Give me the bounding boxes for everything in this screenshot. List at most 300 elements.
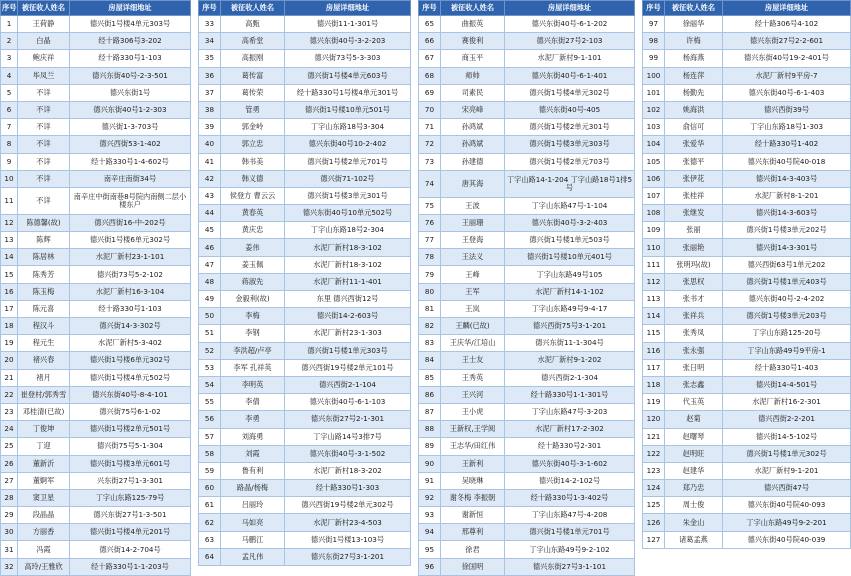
row-number: 16: [1, 283, 18, 300]
house-address: 水泥厂新村9平房-7: [723, 67, 851, 84]
house-address: 德兴西街19号楼2单元302号: [285, 497, 411, 514]
table-row: [1, 214, 191, 231]
owner-name: 侯登方 曹云云: [221, 187, 285, 204]
table-row: [1, 153, 191, 170]
header-address: 房屋详细地址: [285, 1, 411, 16]
table-row: [1, 300, 191, 317]
house-address: 德兴街75号6-1-02: [70, 403, 191, 420]
owner-name: 不详: [18, 187, 70, 214]
owner-name: 郭立忠: [221, 136, 285, 153]
owner-name: 赵菊: [665, 411, 723, 428]
house-address: 丁字山东路49号9-4-17: [505, 300, 635, 317]
owner-name: 高希堂: [221, 33, 285, 50]
owner-name: 徐国明: [441, 558, 505, 575]
header-address: 房屋详细地址: [505, 1, 635, 16]
house-address: 德兴东街40号-3-1-602: [505, 455, 635, 472]
house-address: 德兴街14-3-301号: [723, 239, 851, 256]
owner-name: 赛俊利: [441, 33, 505, 50]
owner-name: 张祥兵: [665, 308, 723, 325]
owner-name: 鲍庆祥: [18, 50, 70, 67]
house-address: 德兴街71-102号: [285, 170, 411, 187]
table-row: [1, 84, 191, 101]
owner-name: 王兴河: [441, 386, 505, 403]
table-row: [199, 291, 411, 308]
owner-name: 姜伟: [221, 239, 285, 256]
row-number: 93: [419, 507, 441, 524]
house-address: 南辛庄中街南巷8号院内南侧二层小楼东户: [70, 187, 191, 214]
owner-name: 褚兴春: [18, 352, 70, 369]
owner-name: 王法义: [441, 249, 505, 266]
table-row: [419, 369, 635, 386]
owner-name: 张思权: [665, 273, 723, 290]
row-number: 11: [1, 187, 18, 214]
row-number: 104: [643, 136, 665, 153]
owner-name: 赵建华: [665, 462, 723, 479]
table-row: [199, 359, 411, 376]
house-address: 德兴东街40号院40-018: [723, 153, 851, 170]
owner-name: 董新沂: [18, 455, 70, 472]
row-number: 67: [419, 50, 441, 67]
table-row: [1, 369, 191, 386]
house-address: 德兴东街40号10单元502号: [285, 205, 411, 222]
table-row: [199, 101, 411, 118]
house-address: 德兴东街40号院40-039: [723, 531, 851, 548]
house-address: 德兴东街40号10-2-402: [285, 136, 411, 153]
owner-name: 刘海勇: [221, 428, 285, 445]
table-row: [643, 170, 851, 187]
house-address: 水泥厂新村17-2-302: [505, 421, 635, 438]
house-address: 德兴街14-3-603号: [723, 205, 851, 222]
row-number: 74: [419, 170, 441, 197]
house-address: 德兴街1号楼4单元201号: [70, 524, 191, 541]
table-row: [1, 352, 191, 369]
table-row: [643, 514, 851, 531]
house-address: 水泥厂新村23-1-101: [70, 249, 191, 266]
register-table-1: [0, 0, 191, 576]
table-row: [1, 472, 191, 489]
house-address: 德兴街14-3-403号: [723, 170, 851, 187]
row-number: 117: [643, 359, 665, 376]
table-row: [419, 119, 635, 136]
row-number: 48: [199, 273, 221, 290]
table-row: [419, 489, 635, 506]
table-row: [199, 411, 411, 428]
house-address: 德兴东街40号1-2-303: [70, 101, 191, 118]
owner-name: 张爱华: [665, 136, 723, 153]
owner-name: 唐其海: [441, 170, 505, 197]
owner-name: 吕丽玲: [221, 497, 285, 514]
table-row: [419, 170, 635, 197]
house-address: 德兴街1号楼3单元301号: [285, 187, 411, 204]
table-row: [643, 480, 851, 497]
owner-name: 李钢: [221, 325, 285, 342]
owner-name: 徐君: [441, 541, 505, 558]
row-number: 42: [199, 170, 221, 187]
row-number: 6: [1, 101, 18, 118]
house-address: 德兴西街2-1-304: [505, 369, 635, 386]
header-name: 被征收人姓名: [665, 1, 723, 16]
row-number: 50: [199, 308, 221, 325]
owner-name: 王岚: [441, 300, 505, 317]
table-row: [419, 249, 635, 266]
house-address: 东里 德兴西街12号: [285, 291, 411, 308]
owner-name: 段晶晶: [18, 507, 70, 524]
house-address: 德兴街1号楼2单元301号: [505, 119, 635, 136]
table-row: [1, 507, 191, 524]
owner-name: 王荷静: [18, 16, 70, 33]
owner-name: 徐丽华: [665, 16, 723, 33]
table-row: [643, 153, 851, 170]
row-number: 112: [643, 273, 665, 290]
owner-name: 张伊花: [665, 170, 723, 187]
table-row: [419, 507, 635, 524]
header-no: 序号: [1, 1, 18, 16]
house-address: 德兴街1号楼1单元701号: [505, 524, 635, 541]
table-row: [419, 335, 635, 352]
table-row: [199, 376, 411, 393]
register-panel-2: [198, 0, 410, 561]
header-name: 被征收人姓名: [221, 1, 285, 16]
row-number: 66: [419, 33, 441, 50]
row-number: 59: [199, 462, 221, 479]
owner-name: 王新权,王学阅: [441, 421, 505, 438]
house-address: 德兴街14-2-603号: [285, 308, 411, 325]
table-row: [419, 50, 635, 67]
owner-name: 师帅: [441, 67, 505, 84]
table-row: [643, 291, 851, 308]
house-address: 德兴西街39号: [723, 101, 851, 118]
owner-name: 高玲/王雅欣: [18, 558, 70, 575]
owner-name: 马如亮: [221, 514, 285, 531]
table-row: [199, 187, 411, 204]
owner-name: 王小虎: [441, 403, 505, 420]
row-number: 79: [419, 266, 441, 283]
row-number: 94: [419, 524, 441, 541]
house-address: 德兴街1号楼3单元601号: [70, 455, 191, 472]
row-number: 114: [643, 308, 665, 325]
house-address: 德兴东街40号院40-093: [723, 497, 851, 514]
house-address: 经十路330号1号楼4单元301号: [285, 84, 411, 101]
register-table-4: [642, 0, 851, 549]
row-number: 105: [643, 153, 665, 170]
table-row: [643, 256, 851, 273]
house-address: 丁字山东路49号9平房-1: [723, 342, 851, 359]
table-row: [1, 266, 191, 283]
owner-name: 吴晓琳: [441, 472, 505, 489]
owner-name: 王麟(已故): [441, 318, 505, 335]
table-row: [1, 67, 191, 84]
house-address: 德兴街1号楼2单元501号: [70, 421, 191, 438]
register-panel-1: [0, 0, 190, 571]
owner-name: 高振刚: [221, 50, 285, 67]
owner-name: 周士俊: [665, 497, 723, 514]
house-address: 德兴东街27号2-1-301: [285, 411, 411, 428]
row-number: 81: [419, 300, 441, 317]
row-number: 25: [1, 438, 18, 455]
owner-name: 王士友: [441, 352, 505, 369]
owner-name: 路晶/杨梅: [221, 480, 285, 497]
row-number: 61: [199, 497, 221, 514]
owner-name: 王军: [441, 283, 505, 300]
table-row: [419, 455, 635, 472]
owner-name: 朱金山: [665, 514, 723, 531]
house-address: 德兴东街40号-3-2-403: [505, 214, 635, 231]
owner-name: 杨海燕: [665, 50, 723, 67]
row-number: 60: [199, 480, 221, 497]
owner-name: 张明玛(故): [665, 256, 723, 273]
row-number: 120: [643, 411, 665, 428]
owner-name: 李军 孔祥英: [221, 359, 285, 376]
house-address: 德兴街75号5-1-304: [70, 438, 191, 455]
house-address: 丁字山东路47号-4-208: [505, 507, 635, 524]
row-number: 7: [1, 119, 18, 136]
house-address: 丁字山东路125-20号: [723, 325, 851, 342]
table-row: [643, 359, 851, 376]
row-number: 3: [1, 50, 18, 67]
house-address: 经十路306号4-102: [723, 16, 851, 33]
house-address: 德兴西街53-1-402: [70, 136, 191, 153]
table-row: [643, 84, 851, 101]
owner-name: 韩义德: [221, 170, 285, 187]
table-row: [199, 273, 411, 290]
owner-name: 孙建德: [441, 153, 505, 170]
table-row: [643, 342, 851, 359]
owner-name: 李洪超/卢亭: [221, 342, 285, 359]
house-address: 德兴街14-2-704号: [70, 541, 191, 558]
house-address: 德兴东街27号3-1-201: [285, 548, 411, 565]
row-number: 73: [419, 153, 441, 170]
table-row: [199, 239, 411, 256]
owner-name: 蒋淑先: [221, 273, 285, 290]
table-row: [419, 524, 635, 541]
owner-name: 王志华/田红伟: [441, 438, 505, 455]
house-address: 德兴街14-2-102号: [505, 472, 635, 489]
house-address: 丁字山东路49号9-2-201: [723, 514, 851, 531]
row-number: 43: [199, 187, 221, 204]
house-address: 德兴东街40号-2-3-501: [70, 67, 191, 84]
owner-name: 郑乃忠: [665, 480, 723, 497]
owner-name: 姜玉佩: [221, 256, 285, 273]
owner-name: 陈德馨(故): [18, 214, 70, 231]
row-number: 106: [643, 170, 665, 187]
row-number: 68: [419, 67, 441, 84]
row-number: 118: [643, 376, 665, 393]
table-row: [1, 558, 191, 575]
row-number: 100: [643, 67, 665, 84]
house-address: 水泥厂新村5-3-402: [70, 335, 191, 352]
house-address: 德兴街73号5-2-102: [70, 266, 191, 283]
row-number: 99: [643, 50, 665, 67]
owner-name: 金毅利(故): [221, 291, 285, 308]
house-address: 德兴街1号楼4单元603号: [285, 67, 411, 84]
owner-name: 高甄: [221, 16, 285, 33]
owner-name: 褚月: [18, 369, 70, 386]
row-number: 58: [199, 445, 221, 462]
owner-name: 赵曙琴: [665, 428, 723, 445]
owner-name: 不详: [18, 136, 70, 153]
owner-name: 诸葛孟燕: [665, 531, 723, 548]
table-row: [419, 421, 635, 438]
house-address: 经十路330号2-301: [505, 438, 635, 455]
header-row: [419, 1, 635, 16]
table-row: [643, 394, 851, 411]
house-address: 水泥厂新村23-1-303: [285, 325, 411, 342]
owner-name: 张丽艳: [665, 239, 723, 256]
table-row: [199, 531, 411, 548]
row-number: 110: [643, 239, 665, 256]
row-number: 89: [419, 438, 441, 455]
table-row: [419, 318, 635, 335]
owner-name: 管勇: [221, 101, 285, 118]
table-row: [419, 67, 635, 84]
house-address: 德兴西街75号3-1-201: [505, 318, 635, 335]
house-address: 水泥厂新村14-1-102: [505, 283, 635, 300]
table-row: [1, 119, 191, 136]
header-name: 被征收人姓名: [18, 1, 70, 16]
table-row: [1, 136, 191, 153]
row-number: 15: [1, 266, 18, 283]
house-address: 水泥厂新村16-2-301: [723, 394, 851, 411]
row-number: 44: [199, 205, 221, 222]
table-row: [643, 187, 851, 204]
table-row: [419, 16, 635, 33]
table-row: [1, 524, 191, 541]
row-number: 78: [419, 249, 441, 266]
row-number: 38: [199, 101, 221, 118]
table-row: [1, 283, 191, 300]
house-address: 德兴街1号楼4单元303号: [70, 16, 191, 33]
table-row: [643, 445, 851, 462]
row-number: 122: [643, 445, 665, 462]
house-address: 德兴西街2-1-104: [285, 376, 411, 393]
house-address: 丁字山路14号3排7号: [285, 428, 411, 445]
table-row: [419, 472, 635, 489]
house-address: 德兴街11-1-301号: [285, 16, 411, 33]
table-row: [643, 462, 851, 479]
house-address: 德兴东街11-1-304号: [505, 335, 635, 352]
table-row: [419, 232, 635, 249]
house-address: 德兴街73号5-3-303: [285, 50, 411, 67]
house-address: 德兴街1号楼1单元303号: [285, 342, 411, 359]
register-panel-4: [642, 0, 850, 544]
owner-name: 葛传富: [221, 67, 285, 84]
row-number: 75: [419, 197, 441, 214]
table-row: [199, 50, 411, 67]
owner-name: 张书才: [665, 291, 723, 308]
row-number: 65: [419, 16, 441, 33]
house-address: 经十路330号1-3-402号: [505, 489, 635, 506]
house-address: 德兴西街2-2-201: [723, 411, 851, 428]
owner-name: 曲振英: [441, 16, 505, 33]
table-row: [199, 205, 411, 222]
house-address: 德兴东街40号-3-1-502: [285, 445, 411, 462]
row-number: 80: [419, 283, 441, 300]
table-row: [419, 352, 635, 369]
table-row: [199, 67, 411, 84]
row-number: 115: [643, 325, 665, 342]
row-number: 109: [643, 222, 665, 239]
owner-name: 鲁有利: [221, 462, 285, 479]
house-address: 经十路330号1-1-301号: [505, 386, 635, 403]
table-row: [419, 386, 635, 403]
row-number: 47: [199, 256, 221, 273]
house-address: 德兴西街63号1单元202: [723, 256, 851, 273]
row-number: 69: [419, 84, 441, 101]
house-address: 丁字山东路18号3-304: [285, 119, 411, 136]
row-number: 62: [199, 514, 221, 531]
owner-name: 孙鸿斌: [441, 136, 505, 153]
row-number: 107: [643, 187, 665, 204]
house-address: 德兴西街47号: [723, 480, 851, 497]
table-row: [1, 421, 191, 438]
row-number: 10: [1, 170, 18, 187]
row-number: 31: [1, 541, 18, 558]
table-row: [643, 376, 851, 393]
table-row: [1, 16, 191, 33]
owner-name: 陈秀芳: [18, 266, 70, 283]
table-row: [1, 101, 191, 118]
owner-name: 丁俊坤: [18, 421, 70, 438]
owner-name: 张继发: [665, 205, 723, 222]
house-address: 经十路330号1-1-203号: [70, 558, 191, 575]
row-number: 2: [1, 33, 18, 50]
table-row: [643, 119, 851, 136]
owner-name: 王波: [441, 197, 505, 214]
row-number: 96: [419, 558, 441, 575]
row-number: 102: [643, 101, 665, 118]
row-number: 84: [419, 352, 441, 369]
house-address: 德兴西街19号楼2单元101号: [285, 359, 411, 376]
table-row: [643, 411, 851, 428]
owner-name: 陈元喜: [18, 300, 70, 317]
owner-name: 邢尊利: [441, 524, 505, 541]
house-address: 德兴街1号楼6单元302号: [70, 232, 191, 249]
house-address: 德兴东街40号19-2-401号: [723, 50, 851, 67]
house-address: 水泥厂新村9-1-202: [505, 352, 635, 369]
table-row: [643, 33, 851, 50]
table-row: [199, 84, 411, 101]
table-row: [419, 558, 635, 575]
owner-name: 毕凤兰: [18, 67, 70, 84]
table-row: [419, 84, 635, 101]
row-number: 24: [1, 421, 18, 438]
owner-name: 谢冬梅 李振朝: [441, 489, 505, 506]
row-number: 53: [199, 359, 221, 376]
house-address: 经十路306号3-202: [70, 33, 191, 50]
row-number: 21: [1, 369, 18, 386]
row-number: 90: [419, 455, 441, 472]
row-number: 108: [643, 205, 665, 222]
table-row: [1, 50, 191, 67]
table-row: [199, 136, 411, 153]
table-row: [643, 67, 851, 84]
row-number: 28: [1, 489, 18, 506]
row-number: 123: [643, 462, 665, 479]
row-number: 39: [199, 119, 221, 136]
row-number: 33: [199, 16, 221, 33]
house-address: 德兴东街40号-6-1-401: [505, 67, 635, 84]
owner-name: 王新利: [441, 455, 505, 472]
row-number: 52: [199, 342, 221, 359]
owner-name: 姚海洪: [665, 101, 723, 118]
owner-name: 谢新恒: [441, 507, 505, 524]
table-row: [643, 325, 851, 342]
house-address: 德兴街1号楼10单元401号: [505, 249, 635, 266]
row-number: 20: [1, 352, 18, 369]
row-number: 87: [419, 403, 441, 420]
row-number: 4: [1, 67, 18, 84]
owner-name: 陈辉: [18, 232, 70, 249]
